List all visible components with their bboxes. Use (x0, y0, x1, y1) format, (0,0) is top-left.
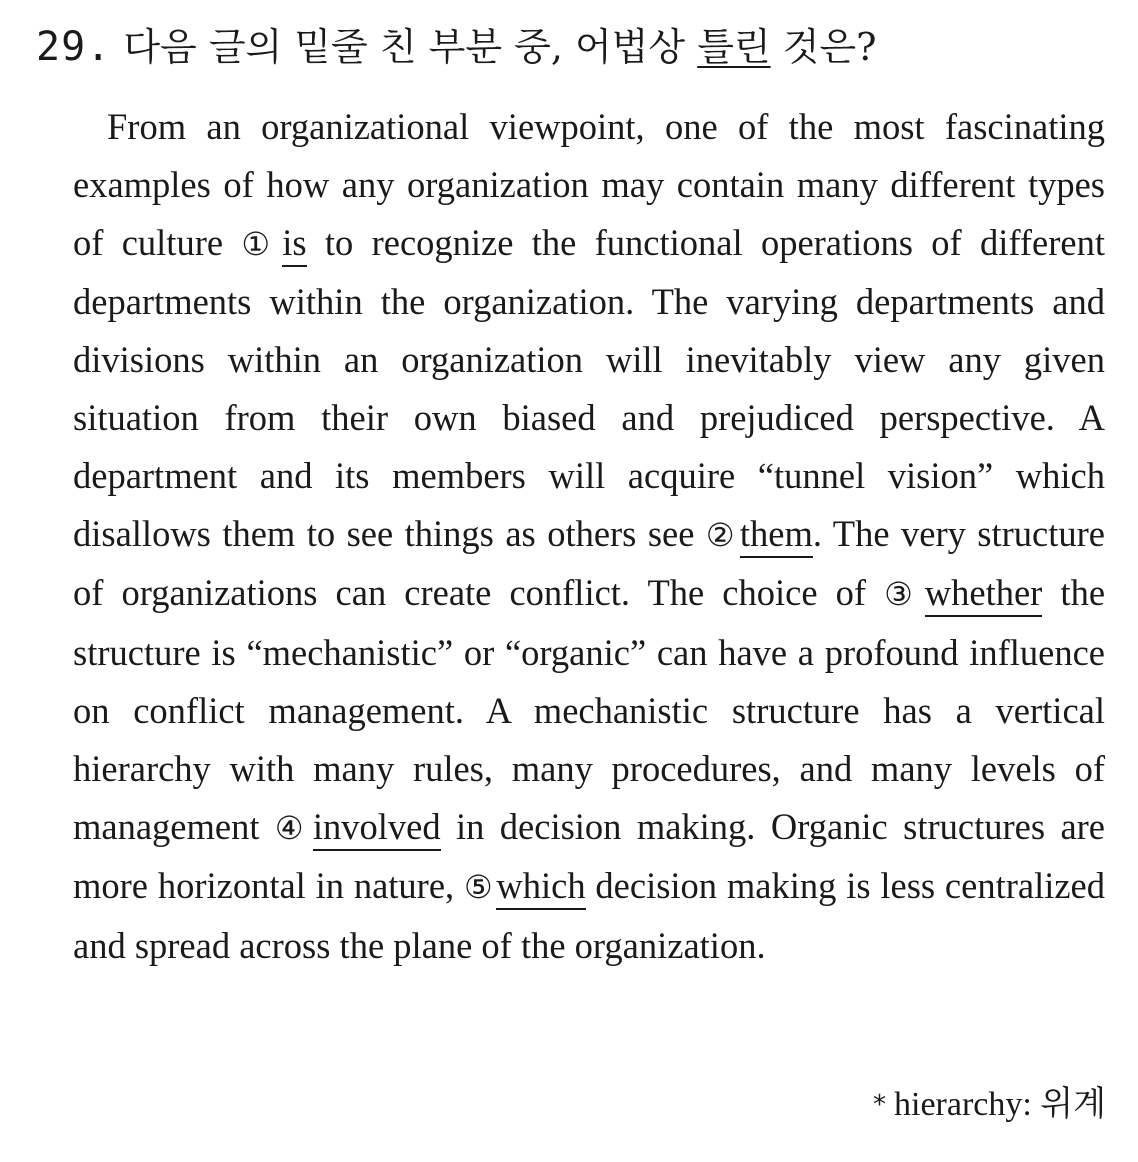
passage-text: From an organizational viewpoint, one of the most fascinating examples of how any organization may contain many different types of culture (73, 106, 1105, 263)
passage-text: decision making is less centralized and spread across the plane of the organization. (73, 865, 1106, 967)
choice-marker-2: ② (705, 515, 737, 554)
passage-text: to recognize the functional operations of different departments within the organization. The varying departments and divisions within an organization will inevitably view any given situation from their own biased and prejudiced perspective. A department and its members will acquire “tunnel vision” which disallows them to see things as others see (73, 221, 1105, 554)
choice-marker-1: ① (241, 224, 280, 263)
footnote (873, 1080, 1106, 1130)
question-prompt-end: 것은? (770, 25, 877, 69)
choice-marker-4: ④ (274, 808, 310, 847)
underlined-choice-3: whether (925, 572, 1043, 617)
passage-text: the structure is “mechanistic” or “organic” can have a profound influence on conflict management. A mechanistic structure has a vertical hierarchy with many rules, many procedures, and many levels of management (73, 572, 1106, 847)
underlined-choice-1: is (282, 222, 306, 267)
question-header (36, 18, 1116, 76)
choice-marker-3: ③ (884, 575, 922, 614)
choice-marker-5: ⑤ (464, 868, 494, 907)
passage-text: . The very structure of organizations can create conflict. The choice of (73, 512, 1105, 614)
question-number: 29. (36, 24, 112, 70)
question-prompt-emphasis: 틀린 (697, 25, 771, 69)
underlined-choice-5: which (496, 865, 585, 910)
underlined-choice-4: involved (313, 806, 441, 851)
question-prompt-start: 다음 글의 밑줄 친 부분 중, 어법상 (123, 25, 698, 69)
reading-passage (73, 98, 1105, 975)
underlined-choice-2: them (740, 513, 813, 558)
footnote-marker: * (873, 1090, 886, 1120)
passage-text: in decision making. Organic structures are more horizontal in nature, (73, 805, 1105, 907)
footnote-text: hierarchy: 위계 (894, 1086, 1106, 1123)
